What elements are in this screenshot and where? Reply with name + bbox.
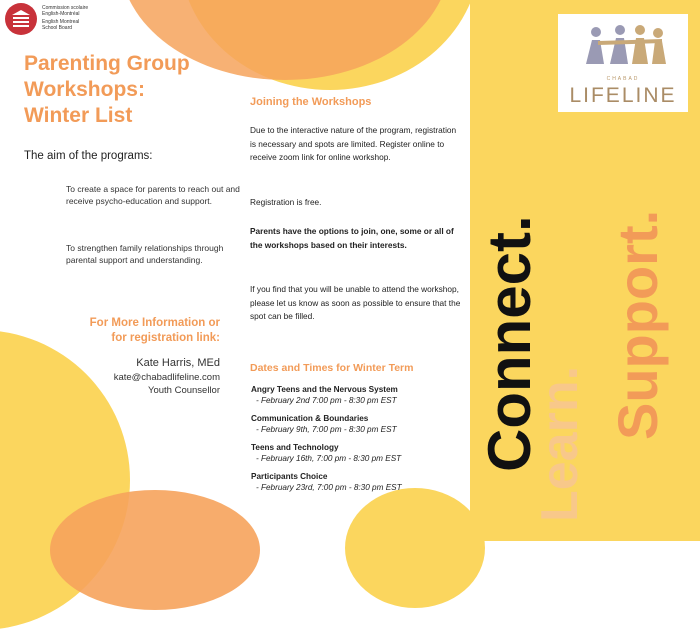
logo-small-text: CHABAD xyxy=(606,76,640,82)
session-title: Participants Choice xyxy=(251,472,328,481)
slogan-learn: Learn. xyxy=(531,365,589,522)
session-title: Teens and Technology xyxy=(251,443,339,452)
joining-paragraph: Registration is free. xyxy=(250,197,322,207)
contact-name: Kate Harris, MEd xyxy=(136,357,220,369)
title-line: Workshops: xyxy=(24,78,145,101)
slogan-connect: Connect. xyxy=(476,215,543,472)
people-figures-icon xyxy=(578,24,668,74)
info-heading xyxy=(60,316,220,346)
session-item xyxy=(251,384,398,406)
session-date: - February 9th, 7:00 pm - 8:30 pm EST xyxy=(256,425,397,434)
session-item xyxy=(251,413,397,435)
goal-item: To create a space for parents to reach out and receive psycho-education and support. xyxy=(66,184,240,206)
session-date: - February 2nd 7:00 pm - 8:30 pm EST xyxy=(256,396,397,405)
board-line: School Board xyxy=(42,25,73,31)
slogan-support: Support. xyxy=(606,209,669,440)
contact-email[interactable]: kate@chabadlifeline.com xyxy=(113,372,220,383)
contact-role: Youth Counsellor xyxy=(147,385,220,396)
logo-name: LIFELINE xyxy=(569,84,677,107)
title-line: Parenting Group xyxy=(24,52,190,75)
joining-heading: Joining the Workshops xyxy=(250,96,372,108)
joining-paragraph: Parents have the options to join, one, some or all of the workshops based on their interests. xyxy=(250,226,454,250)
board-line: Commission scolaire xyxy=(42,5,89,11)
title-line: Winter List xyxy=(24,104,133,127)
lifeline-logo xyxy=(558,14,688,112)
goal-item: To strengthen family relationships through parental support and understanding. xyxy=(66,243,224,265)
session-item xyxy=(251,442,401,464)
info-heading-line: for registration link: xyxy=(111,332,220,344)
session-date: - February 23rd, 7:00 pm - 8:30 pm EST xyxy=(256,483,402,492)
decor-circle-yellow-bottom xyxy=(345,488,485,608)
aim-heading: The aim of the programs: xyxy=(24,150,153,162)
joining-paragraph: If you find that you will be unable to attend the workshop, please let us know as soon as possible to ensure that the spot can be filled. xyxy=(250,284,461,322)
school-board-name xyxy=(42,5,88,31)
board-line: English Montreal xyxy=(42,19,80,25)
session-title: Communication & Boundaries xyxy=(251,414,369,423)
board-line: English-Montréal xyxy=(42,11,80,17)
session-item xyxy=(251,471,402,493)
decor-circle-orange-bottom xyxy=(50,490,260,610)
dates-heading: Dates and Times for Winter Term xyxy=(250,362,414,374)
school-board-emblem-icon xyxy=(4,2,38,36)
session-date: - February 16th, 7:00 pm - 8:30 pm EST xyxy=(256,454,402,463)
page-title xyxy=(24,51,244,129)
info-heading-line: For More Information or xyxy=(89,317,220,329)
contact-block xyxy=(60,356,220,397)
joining-paragraph: Due to the interactive nature of the program, registration is necessary and spots are limited. Register online to receive zoom link for online workshop. xyxy=(250,125,457,163)
session-title: Angry Teens and the Nervous System xyxy=(251,385,398,394)
